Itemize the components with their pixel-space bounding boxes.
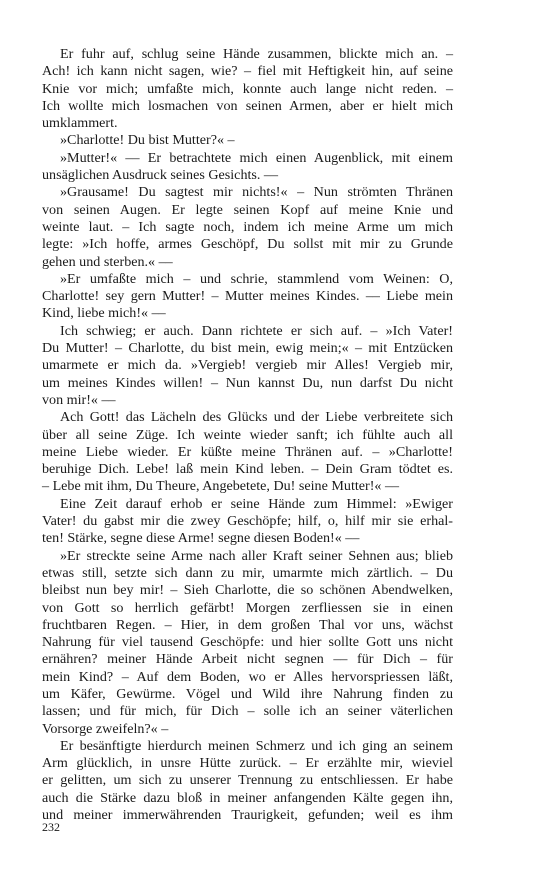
text-line: er gelitten, um sich zu unserer Trennung zu entschliessen. Er habe — [42, 772, 453, 789]
text-line: weinte laut. – Ich sagte noch, indem ich meine Arme um mich — [42, 218, 453, 235]
text-line: Nahrung für viel tausend Geschöpfe: und hier sollte Gott uns nicht — [42, 634, 453, 651]
text-line: Eine Zeit darauf erhob er seine Hände zum Himmel: »Ewiger — [60, 495, 453, 512]
text-line: Charlotte! sey gern Mutter! – Mutter meines Kindes. –– Liebe mein — [42, 288, 453, 305]
text-line: Knie vor mich; umfaßte mich, konnte auch lange nicht reden. – — [42, 80, 453, 97]
text-line: meine Liebe wieder. Er küßte meine Thränen auf. – »Charlotte! — [42, 443, 453, 460]
page-number: 232 — [42, 820, 60, 834]
text-line: mein Kind? – Auf dem Boden, wo er Alles hervorspriessen läßt, — [42, 668, 453, 685]
text-line: ernähren? meiner Hände Arbeit nicht segnen –– für Dich – für — [42, 651, 453, 668]
text-line: auch die Stärke dazu bloß in meiner anfangenden Kälte gegen ihn, — [42, 789, 453, 806]
text-line: fruchtbaren Regen. – Hier, in dem großen Thal vor uns, wächst — [42, 616, 453, 633]
text-line: von mir!« –– — [42, 391, 116, 408]
text-line: umarmete er mich da. »Vergieb! vergieb mir Alles! Vergieb mir, — [42, 357, 453, 374]
text-line: von seinen Augen. Er legte seinen Kopf auf meine Knie und — [42, 201, 453, 218]
text-line: um meines Kindes willen! – Nun kannst Du, nun darfst Du nicht — [42, 374, 453, 391]
text-line: »Charlotte! Du bist Mutter?« – — [60, 132, 235, 149]
text-line: »Er streckte seine Arme nach aller Kraft seiner Sehnen aus; blieb — [60, 547, 453, 564]
text-line: Vorsorge zweifeln?« – — [42, 720, 169, 737]
text-line: etwas still, setzte sich dann zu mir, umarmte mich zärtlich. – Du — [42, 564, 453, 581]
text-line: – Lebe mit ihm, Du Theure, Angebetete, Du! seine Mutter!« –– — [42, 478, 400, 495]
text-line: über all seine Züge. Ich weinte wieder sanft; ich fühlte auch all — [42, 426, 453, 443]
text-line: und meiner immerwährenden Traurigkeit, gefunden; weil es ihm — [42, 807, 453, 824]
text-line: »Grausame! Du sagtest mir nichts!« – Nun strömten Thränen — [60, 184, 453, 201]
text-line: ten! Stärke, segne diese Arme! segne diesen Boden!« –– — [42, 530, 360, 547]
text-line: Ich schwieg; er auch. Dann richtete er sich auf. – »Ich Vater! — [60, 322, 453, 339]
text-line: von Gott so herrlich gefärbt! Morgen zerfliessen sie in einen — [42, 599, 453, 616]
text-line: Du Mutter! – Charlotte, du bist mein, ewig mein;« – mit Entzücken — [42, 340, 453, 357]
text-line: Ich wollte mich losmachen von seinen Armen, aber er hielt mich — [42, 97, 453, 114]
text-line: Arm glücklich, in unsre Hütte zurück. – Er erzählte mir, wieviel — [42, 755, 453, 772]
text-line: unsäglichen Ausdruck seines Gesichts. –– — [42, 167, 279, 184]
text-line: »Mutter!« –– Er betrachtete mich einen Augenblick, mit einem — [60, 149, 453, 166]
text-line: lassen; und für mich, für Dich – solle ich an seiner väterlichen — [42, 703, 453, 720]
text-line: um Käfer, Gewürme. Vögel und Wild ihre Nahrung finden zu — [42, 685, 453, 702]
text-line: umklammert. — [42, 115, 118, 132]
text-line: Er fuhr auf, schlug seine Hände zusammen, blickte mich an. – — [60, 46, 453, 62]
book-page-text — [42, 46, 453, 824]
text-line: Er besänftigte hierdurch meinen Schmerz und ich ging an seinem — [60, 737, 453, 754]
text-line: beruhige Dich. Lebe! laß mein Kind leben. – Dein Gram tödtet es. — [42, 461, 453, 478]
text-line: Ach! ich kann nicht sagen, wie? – fiel mit Heftigkeit hin, auf seine — [42, 63, 453, 80]
text-line: Kind, liebe mich!« –– — [42, 305, 166, 322]
text-line: Vater! du gabst mir die zwey Geschöpfe; hilf, o, hilf mir sie erhal- — [42, 513, 453, 530]
text-line: bleibst nun bey mir! – Sieh Charlotte, die so schönen Abendwelken, — [42, 582, 453, 599]
text-line: gehen und sterben.« –– — [42, 253, 173, 270]
text-line: »Er umfaßte mich – und schrie, stammlend vom Weinen: O, — [60, 270, 453, 287]
text-line: Ach Gott! das Lächeln des Glücks und der Liebe verbreitete sich — [60, 409, 453, 426]
text-line: legte: »Ich hoffe, armes Geschöpf, Du sollst mit mir zu Grunde — [42, 236, 453, 253]
